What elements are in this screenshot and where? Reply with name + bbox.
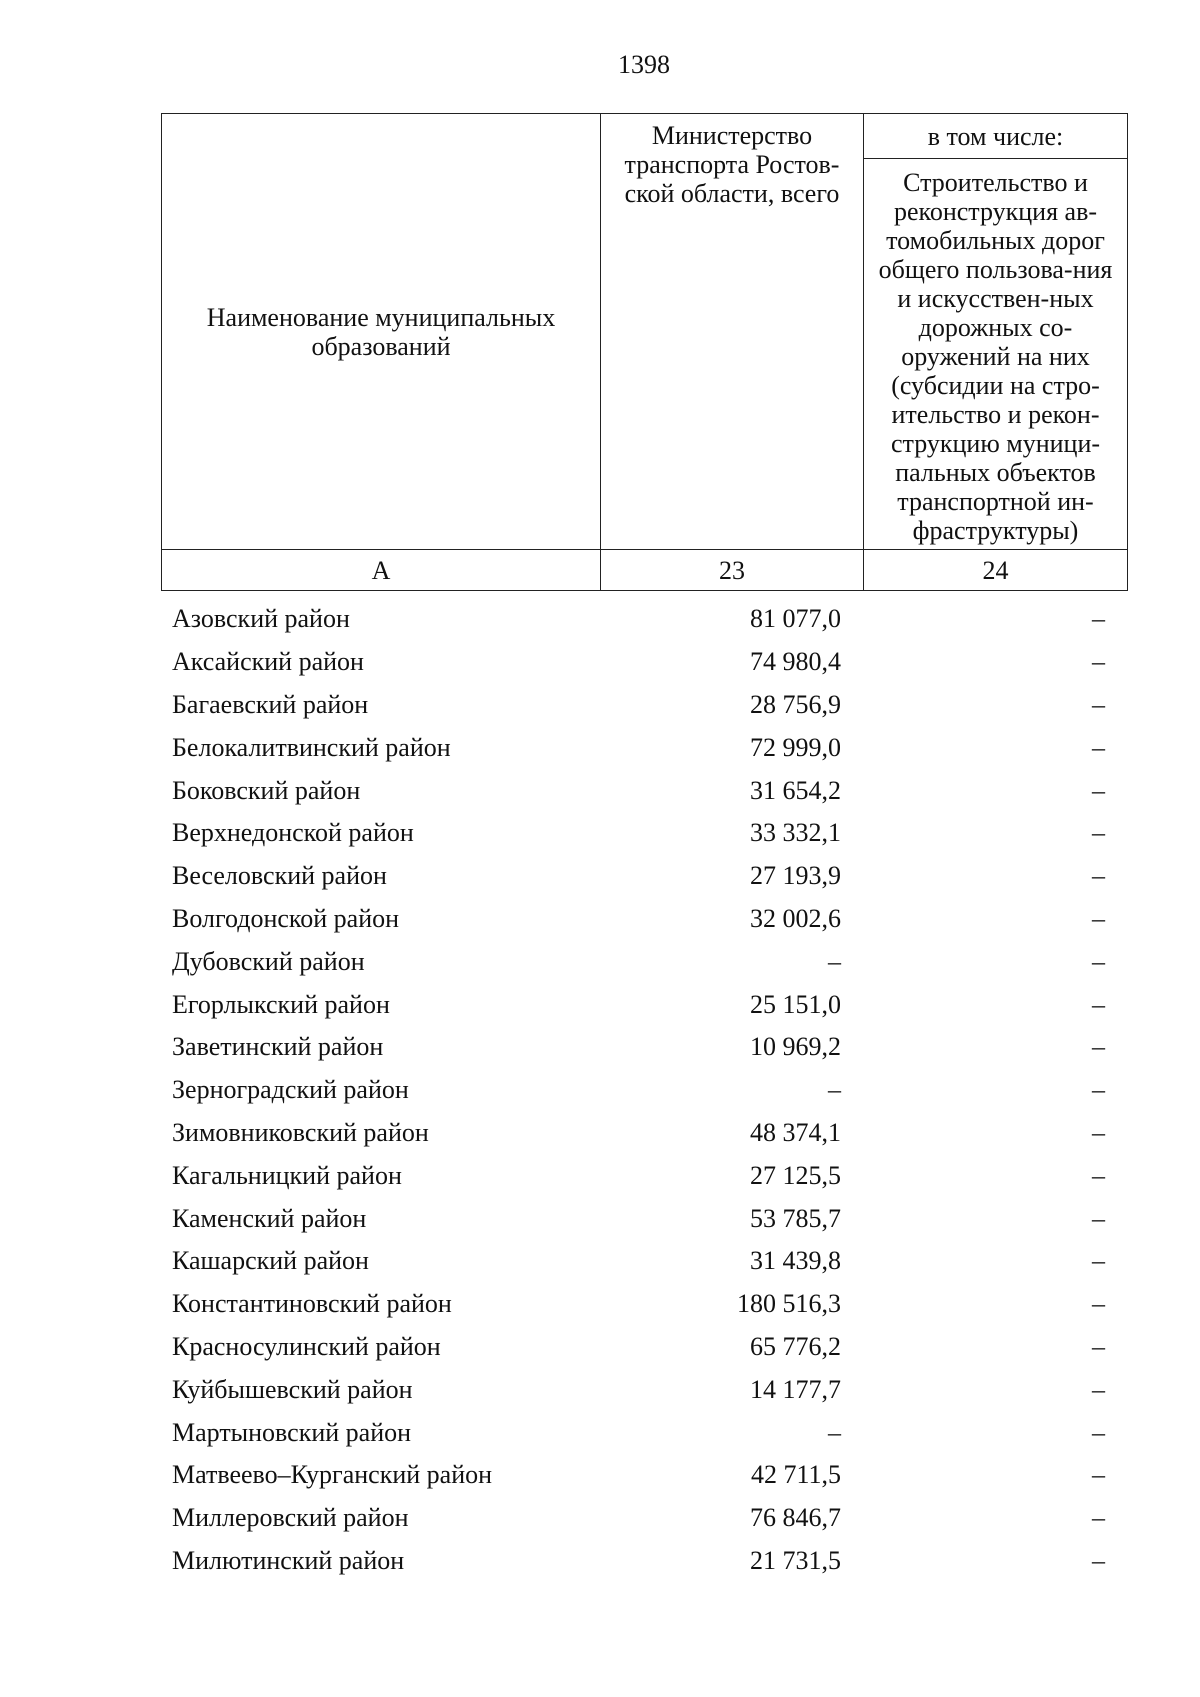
municipality-name: Константиновский район (172, 1289, 452, 1319)
municipality-name: Боковский район (172, 775, 361, 805)
construction-subsidy-value: – (1092, 604, 1105, 634)
municipality-name: Багаевский район (172, 689, 369, 719)
table-body (161, 598, 1127, 1582)
ministry-total-value: 28 756,9 (750, 689, 841, 719)
construction-subsidy-value: – (1092, 861, 1105, 891)
municipality-name: Мартыновский район (172, 1417, 412, 1447)
municipality-name: Азовский район (172, 604, 350, 634)
municipality-name: Кашарский район (172, 1246, 369, 1276)
ministry-total-value: 14 177,7 (750, 1374, 841, 1404)
column-header-total: Министерство транспорта Ростов-ской области, всего (601, 114, 864, 550)
construction-subsidy-value: – (1092, 1203, 1105, 1233)
ministry-total-value: 42 711,5 (750, 1460, 841, 1490)
ministry-total-value: 10 969,2 (750, 1032, 841, 1062)
construction-subsidy-value: – (1092, 775, 1105, 805)
table-row (161, 1411, 1127, 1454)
column-header-name: Наименование муниципальных образований (162, 114, 601, 550)
table-row (161, 1326, 1127, 1369)
table-row (161, 940, 1127, 983)
ministry-total-value: 74 980,4 (750, 647, 841, 677)
table-row (161, 812, 1127, 855)
construction-subsidy-value: – (1092, 732, 1105, 762)
construction-subsidy-value: – (1092, 1075, 1105, 1105)
municipality-name: Каменский район (172, 1203, 367, 1233)
municipality-name: Аксайский район (172, 647, 364, 677)
ministry-total-value: 27 125,5 (750, 1160, 841, 1190)
table-row (161, 1454, 1127, 1497)
table-row (161, 769, 1127, 812)
construction-subsidy-value: – (1092, 1503, 1105, 1533)
ministry-total-value: 48 374,1 (750, 1117, 841, 1147)
construction-subsidy-value: – (1092, 1460, 1105, 1490)
construction-subsidy-value: – (1092, 1289, 1105, 1319)
construction-subsidy-value: – (1092, 1417, 1105, 1447)
table-row (161, 1112, 1127, 1155)
table-row (161, 1540, 1127, 1583)
column-header-construction: Строительство и реконструкция ав-томобильных дорог общего пользова-ния и искусствен-ных дорожных со-оружений на них (субсидии на стро-ительство и рекон-струкцию муници-пальных объектов транспортной ин-фраструктуры) (864, 159, 1128, 550)
column-index-a: А (162, 550, 601, 591)
municipality-name: Кагальницкий район (172, 1160, 402, 1190)
ministry-total-value: 72 999,0 (750, 732, 841, 762)
municipality-name: Красносулинский район (172, 1331, 441, 1361)
table-row (161, 1240, 1127, 1283)
construction-subsidy-value: – (1092, 1246, 1105, 1276)
column-index-row (162, 550, 1128, 591)
construction-subsidy-value: – (1092, 1545, 1105, 1575)
ministry-total-value: 53 785,7 (750, 1203, 841, 1233)
table-row (161, 898, 1127, 941)
construction-subsidy-value: – (1092, 1331, 1105, 1361)
construction-subsidy-value: – (1092, 647, 1105, 677)
municipality-name: Дубовский район (172, 946, 365, 976)
table-row (161, 1197, 1127, 1240)
table-row (161, 598, 1127, 641)
construction-subsidy-value: – (1092, 989, 1105, 1019)
table-row (161, 1497, 1127, 1540)
table-row (161, 726, 1127, 769)
table-row (161, 641, 1127, 684)
ministry-total-value: 81 077,0 (750, 604, 841, 634)
construction-subsidy-value: – (1092, 903, 1105, 933)
municipality-name: Егорлыкский район (172, 989, 390, 1019)
column-index-23: 23 (601, 550, 864, 591)
construction-subsidy-value: – (1092, 1374, 1105, 1404)
municipality-name: Зерноградский район (172, 1075, 409, 1105)
table-row (161, 1283, 1127, 1326)
column-header-including: в том числе: (864, 114, 1128, 159)
ministry-total-value: 65 776,2 (750, 1331, 841, 1361)
municipality-name: Зимовниковский район (172, 1117, 429, 1147)
ministry-total-value: 27 193,9 (750, 861, 841, 891)
municipality-name: Миллеровский район (172, 1503, 409, 1533)
ministry-total-value: 76 846,7 (750, 1503, 841, 1533)
municipality-name: Белокалитвинский район (172, 732, 451, 762)
ministry-total-value: 180 516,3 (737, 1289, 841, 1319)
construction-subsidy-value: – (1092, 818, 1105, 848)
municipality-name: Милютинский район (172, 1545, 405, 1575)
table-row (161, 1368, 1127, 1411)
ministry-total-value: 31 439,8 (750, 1246, 841, 1276)
ministry-total-value: – (828, 1075, 841, 1105)
table-row (161, 855, 1127, 898)
construction-subsidy-value: – (1092, 1117, 1105, 1147)
municipality-name: Куйбышевский район (172, 1374, 413, 1404)
table-row (161, 983, 1127, 1026)
ministry-total-value: 25 151,0 (750, 989, 841, 1019)
page-number: 1398 (618, 50, 670, 79)
municipality-name: Верхнедонской район (172, 818, 414, 848)
ministry-total-value: 32 002,6 (750, 903, 841, 933)
table-row (161, 1069, 1127, 1112)
municipality-name: Волгодонской район (172, 903, 400, 933)
ministry-total-value: 31 654,2 (750, 775, 841, 805)
construction-subsidy-value: – (1092, 1032, 1105, 1062)
column-index-24: 24 (864, 550, 1128, 591)
ministry-total-value: – (828, 1417, 841, 1447)
municipality-name: Заветинский район (172, 1032, 384, 1062)
construction-subsidy-value: – (1092, 1160, 1105, 1190)
municipality-name: Веселовский район (172, 861, 387, 891)
municipality-name: Матвеево–Курганский район (172, 1460, 493, 1490)
construction-subsidy-value: – (1092, 689, 1105, 719)
ministry-total-value: 33 332,1 (750, 818, 841, 848)
construction-subsidy-value: – (1092, 946, 1105, 976)
table-header (161, 113, 1128, 591)
table-row (161, 1154, 1127, 1197)
ministry-total-value: 21 731,5 (750, 1545, 841, 1575)
table-row (161, 684, 1127, 727)
table-row (161, 1026, 1127, 1069)
ministry-total-value: – (828, 946, 841, 976)
